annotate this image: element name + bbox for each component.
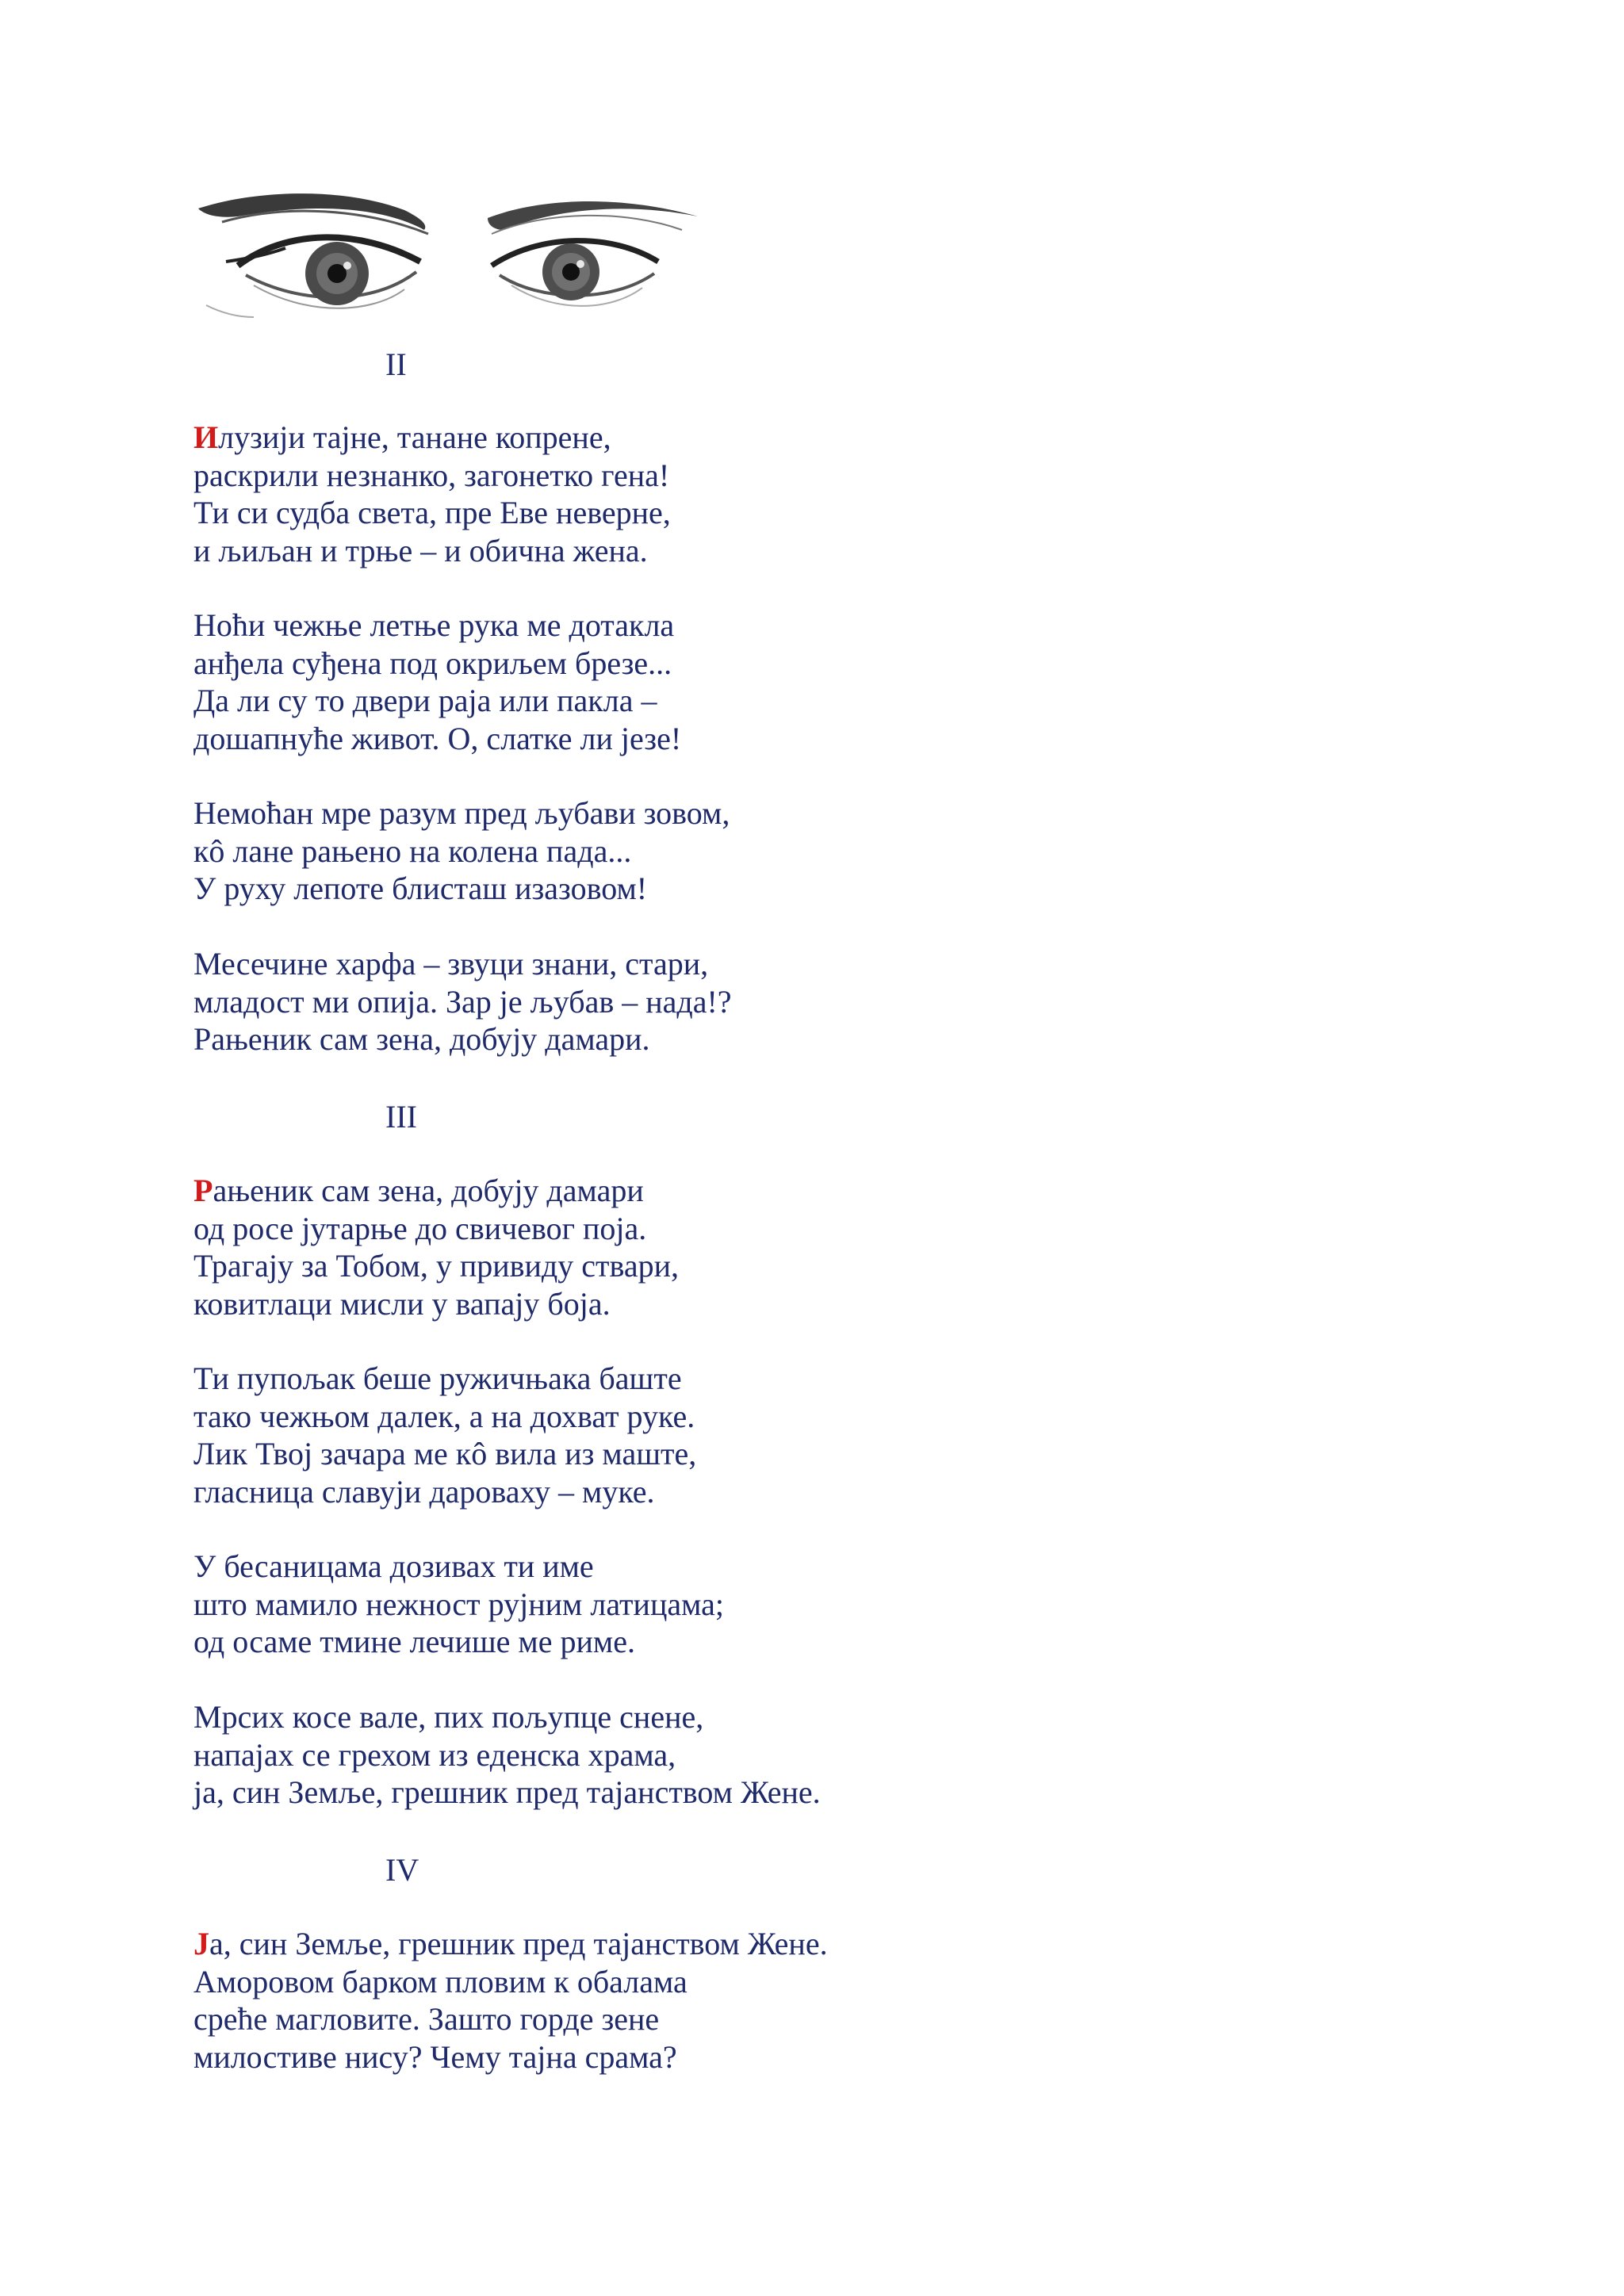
section-numeral: II xyxy=(385,346,407,382)
section-numeral: IV xyxy=(385,1852,419,1888)
stanza-line: Мрсих косе вале, пих пољупце снене, xyxy=(193,1699,704,1735)
stanza-line: гласница славуји дароваху – муке. xyxy=(193,1473,655,1510)
stanza-line: милостиве нису? Чему тајна срама? xyxy=(193,2038,677,2075)
stanza-line: Месечине харфа – звуци знани, стари, xyxy=(193,946,709,982)
stanza-line: младост ми опија. Зар је љубав – нада!? xyxy=(193,983,732,1020)
eyes-illustration-icon xyxy=(190,186,714,321)
stanza-line: дошапнуће живот. О, слатке ли језе! xyxy=(193,720,682,756)
stanza-line: Ноћи чежње летње рука ме дотакла xyxy=(193,607,675,643)
stanza xyxy=(193,419,671,569)
stanza-line: Ти пупољак беше ружичњака баште xyxy=(193,1360,682,1396)
stanza-line: Немоћан мре разум пред љубави зовом, xyxy=(193,795,730,831)
stanza-line: ковитлаци мисли у вапају боја. xyxy=(193,1285,611,1322)
stanza xyxy=(193,1360,696,1510)
stanza-line: Илузији тајне, танане копрене, xyxy=(193,419,611,455)
stanza-line: Лик Твој зачара ме кô вила из маште, xyxy=(193,1436,697,1471)
right-eye-icon xyxy=(488,201,698,306)
stanza-line: Рањеник сам зена, добују дамари xyxy=(193,1173,644,1208)
drop-initial: И xyxy=(193,419,219,455)
stanza-line: Трагају за Тобом, у привиду ствари, xyxy=(193,1248,680,1284)
stanza-line: и љиљан и трње – и обична жена. xyxy=(193,532,648,568)
stanza-line: Ти си судба света, пре Еве неверне, xyxy=(193,495,671,530)
stanza-line: напајах се грехом из еденска храма, xyxy=(193,1736,676,1773)
stanza-line: ја, син Земље, грешник пред тајанством Жене. xyxy=(193,1774,821,1810)
stanza xyxy=(193,607,681,757)
stanza-line: У бесаницама дозивах ти име xyxy=(193,1548,594,1584)
stanza-line: Да ли су то двери раја или пакла – xyxy=(193,683,657,718)
stanza xyxy=(193,945,732,1058)
drop-initial: Ј xyxy=(193,1926,209,1961)
stanza-line: од осаме тмине лечише ме риме. xyxy=(193,1624,635,1659)
left-eye-icon xyxy=(198,193,448,317)
stanza-line: среће магловите. Зашто горде зене xyxy=(193,2001,660,2037)
section-numeral: III xyxy=(385,1099,417,1135)
stanza xyxy=(193,794,730,908)
stanza-line: У руху лепоте блисташ изазовом! xyxy=(193,871,648,906)
stanza xyxy=(193,1698,821,1812)
stanza-line: тако чежњом далек, а на дохват руке. xyxy=(193,1398,695,1434)
stanza-line: од росе јутарње до свичевог поја. xyxy=(193,1210,647,1246)
stanza xyxy=(193,1172,679,1322)
stanza-line: Аморовом барком пловим к обалама xyxy=(193,1963,688,1999)
stanza-line: Рањеник сам зена, добују дамари. xyxy=(193,1021,650,1057)
stanza-line: Ја, син Земље, грешник пред тајанством Жене. xyxy=(193,1926,828,1961)
stanza-line: раскрили незнанко, загонетко гена! xyxy=(193,457,670,493)
stanza xyxy=(193,1548,724,1661)
stanza-line: кô лане рањено на колена пада... xyxy=(193,832,632,869)
stanza xyxy=(193,1925,828,2076)
stanza-line: што мамило нежност рујним латицама; xyxy=(193,1586,725,1622)
drop-initial: Р xyxy=(193,1173,213,1208)
stanza-line: анђела суђена под окриљем брезе... xyxy=(193,645,672,681)
